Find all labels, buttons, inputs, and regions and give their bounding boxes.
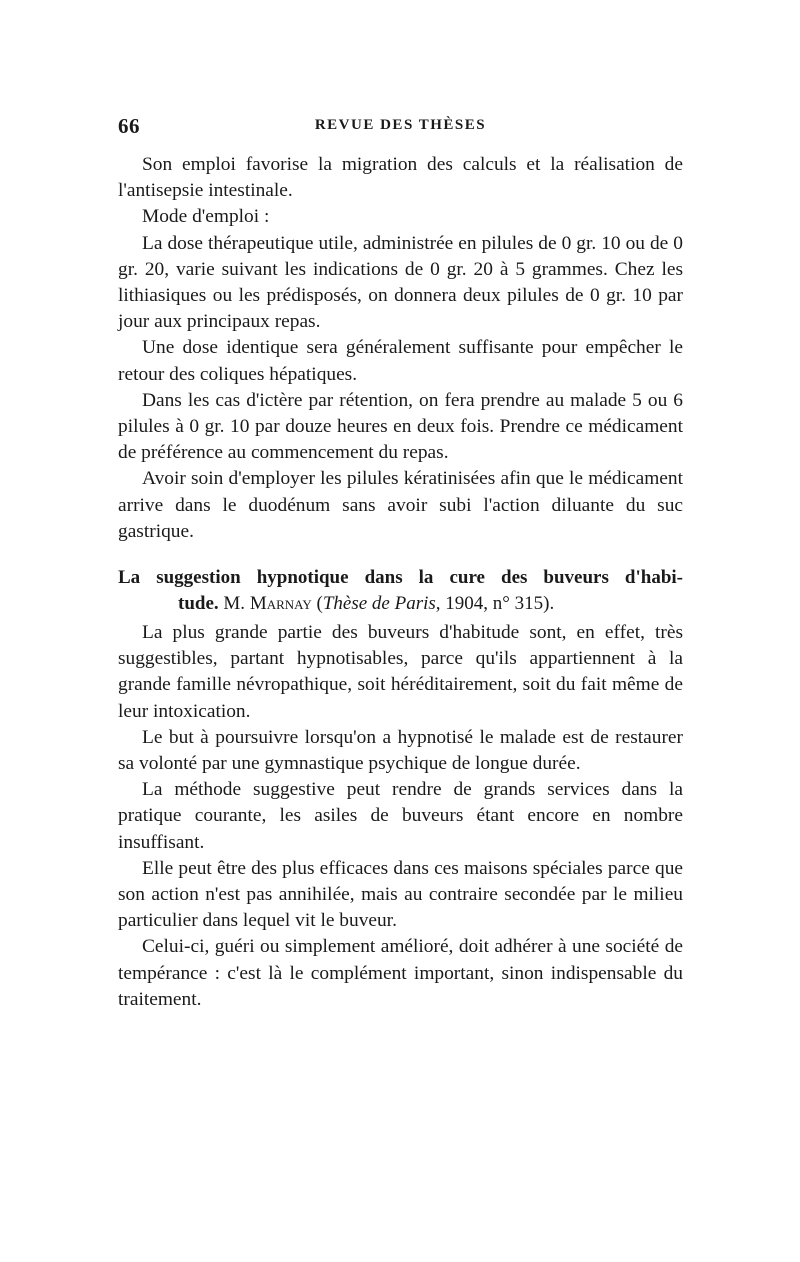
section-title-line2 xyxy=(118,591,683,617)
page-number: 66 xyxy=(118,114,140,138)
author-name: Marnay xyxy=(249,593,312,615)
source-title: Thèse de Paris xyxy=(322,593,436,615)
author-prefix: M. xyxy=(223,593,246,615)
paragraph: Son emploi favorise la migration des calculs et la réalisation de l'antisepsie intestinale. xyxy=(118,154,683,202)
text-block-top xyxy=(118,152,683,545)
paragraph: La plus grande partie des buveurs d'habitude sont, en effet, très suggestibles, partant hypnotisables, parce qu'ils appartiennent à la grande famille névropathique, soit héréditairement, soit du fait même de leur intoxication. xyxy=(118,622,683,722)
paragraph: Mode d'emploi : xyxy=(142,206,270,228)
paragraph: Avoir soin d'employer les pilules kératinisées afin que le médicament arrive dans le duodénum sans avoir subi l'action diluante du suc gastrique. xyxy=(118,468,683,542)
text-block-bottom xyxy=(118,620,683,1013)
paragraph: Le but à poursuivre lorsqu'on a hypnotisé le malade est de restaurer sa volonté par une gymnastique psychique de longue durée. xyxy=(118,726,683,775)
paragraph: Dans les cas d'ictère par rétention, on fera prendre au malade 5 ou 6 pilules à 0 gr. 10 par douze heures en deux fois. Prendre ce médicament de préférence au commencement du repas. xyxy=(118,389,683,464)
section-title-line1: La suggestion hypnotique dans la cure des buveurs d'habi- xyxy=(118,567,683,588)
section-heading xyxy=(118,565,683,617)
paragraph: Elle peut être des plus efficaces dans ces maisons spéciales parce que son action n'est pas annihilée, mais au contraire secondée par le milieu particulier dans lequel vit le buveur. xyxy=(118,857,683,932)
source-details: , 1904, n° 315). xyxy=(435,593,555,615)
paragraph: Une dose identique sera généralement suffisante pour empêcher le retour des coliques hépatiques. xyxy=(118,337,683,385)
running-head: REVUE DES THÈSES xyxy=(314,117,487,133)
paragraph: La méthode suggestive peut rendre de grands services dans la pratique courante, les asiles de buveurs étant encore en nombre insuffisant. xyxy=(118,779,683,853)
page-header xyxy=(118,114,683,140)
source-open: ( xyxy=(316,593,323,615)
paragraph: Celui-ci, guéri ou simplement amélioré, doit adhérer à une société de tempérance : c'est là le complément important, sinon indispensable du traitement. xyxy=(118,936,683,1010)
paragraph: La dose thérapeutique utile, administrée en pilules de 0 gr. 10 ou de 0 gr. 20, varie suivant les indications de 0 gr. 20 à 5 grammes. Chez les lithiasiques ou les prédisposés, on donnera deux pilules de 0 gr. 10 par jour aux principaux repas. xyxy=(118,232,683,333)
section-title-end: tude. xyxy=(178,593,219,615)
